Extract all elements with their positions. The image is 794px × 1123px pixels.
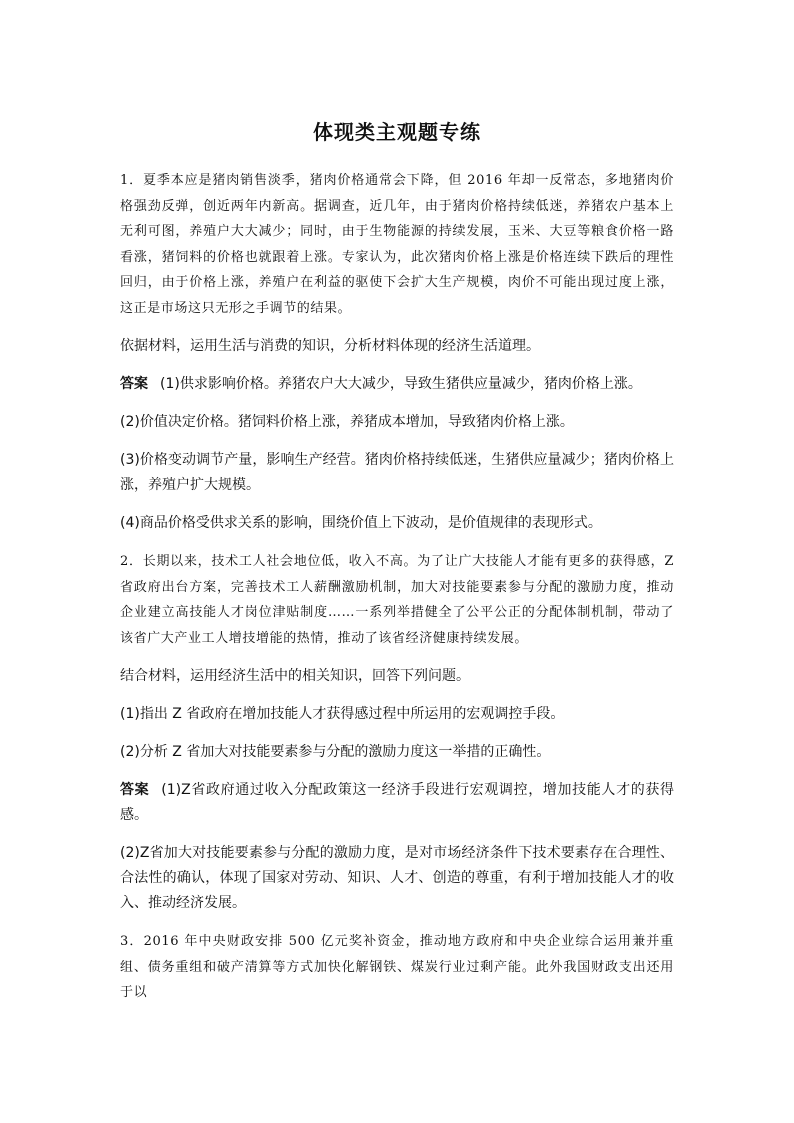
question-2-material: 2．长期以来，技术工人社会地位低，收入不高。为了让广大技能人才能有更多的获得感，Z省政府出台方案，完善技术工人薪酬激励机制，加大对技能要素参与分配的激励力度，推动企业建立高技能人才岗位津贴制度……一系列举措健全了公平公正的分配体制机制，带动了该省广大产业工人增技增能的热情，推动了该省经济健康持续发展。 [120,554,674,646]
question-2-sub-2: (2)分析 Z 省加大对技能要素参与分配的激励力度这一举措的正确性。 [120,744,551,760]
question-1-answer-3: (3)价格变动调节产量，影响生产经营。猪肉价格持续低迷，生猪供应量减少；猪肉价格上涨，养殖户扩大规模。 [120,452,674,493]
page-title: 体现类主观题专练 [313,120,481,144]
question-2-answer-2: (2)Z省加大对技能要素参与分配的激励力度，是对市场经济条件下技术要素存在合理性、合法性的确认，体现了国家对劳动、知识、人才、创造的尊重，有利于增加技能人才的收入、推动经济发展。 [120,845,674,911]
question-1-answer-1 [120,372,674,397]
question-2-prompt: 结合材料，运用经济生活中的相关知识，回答下列问题。 [120,668,470,684]
answer-text: (1)供求影响价格。养猪农户大大减少，导致生猪供应量减少，猪肉价格上涨。 [160,376,642,392]
answer-label: 答案 [120,782,150,798]
answer-label: 答案 [120,376,148,392]
question-1-answer-2: (2)价值决定价格。猪饲料价格上涨，养猪成本增加，导致猪肉价格上涨。 [120,414,574,430]
question-3-material: 3．2016 年中央财政安排 500 亿元奖补资金，推动地方政府和中央企业综合运用兼并重组、债务重组和破产清算等方式加快化解钢铁、煤炭行业过剩产能。此外我国财政支出还用于以 [120,934,674,1000]
question-1-prompt: 依据材料，运用生活与消费的知识，分析材料体现的经济生活道理。 [120,338,540,354]
answer-text: (1)Z省政府通过收入分配政策这一经济手段进行宏观调控，增加技能人才的获得感。 [120,782,675,823]
question-2-sub-1: (1)指出 Z 省政府在增加技能人才获得感过程中所运用的宏观调控手段。 [120,706,565,722]
question-1-answer-4: (4)商品价格受供求关系的影响，围绕价值上下波动，是价值规律的表现形式。 [120,515,602,531]
question-1-material: 1．夏季本应是猪肉销售淡季，猪肉价格通常会下降，但 2016 年却一反常态，多地猪肉价格强劲反弹，创近两年内新高。据调查，近几年，由于猪肉价格持续低迷，养猪农户基本上无利可图，养殖户大大减少；同时，由于生物能源的持续发展，玉米、大豆等粮食价格一路看涨，猪饲料的价格也就跟着上涨。专家认为，此次猪肉价格上涨是价格连续下跌后的理性回归，由于价格上涨，养殖户在利益的驱使下会扩大生产规模，肉价不可能出现过度上涨，这正是市场这只无形之手调节的结果。 [120,173,674,316]
question-2-answer-1 [120,778,674,828]
